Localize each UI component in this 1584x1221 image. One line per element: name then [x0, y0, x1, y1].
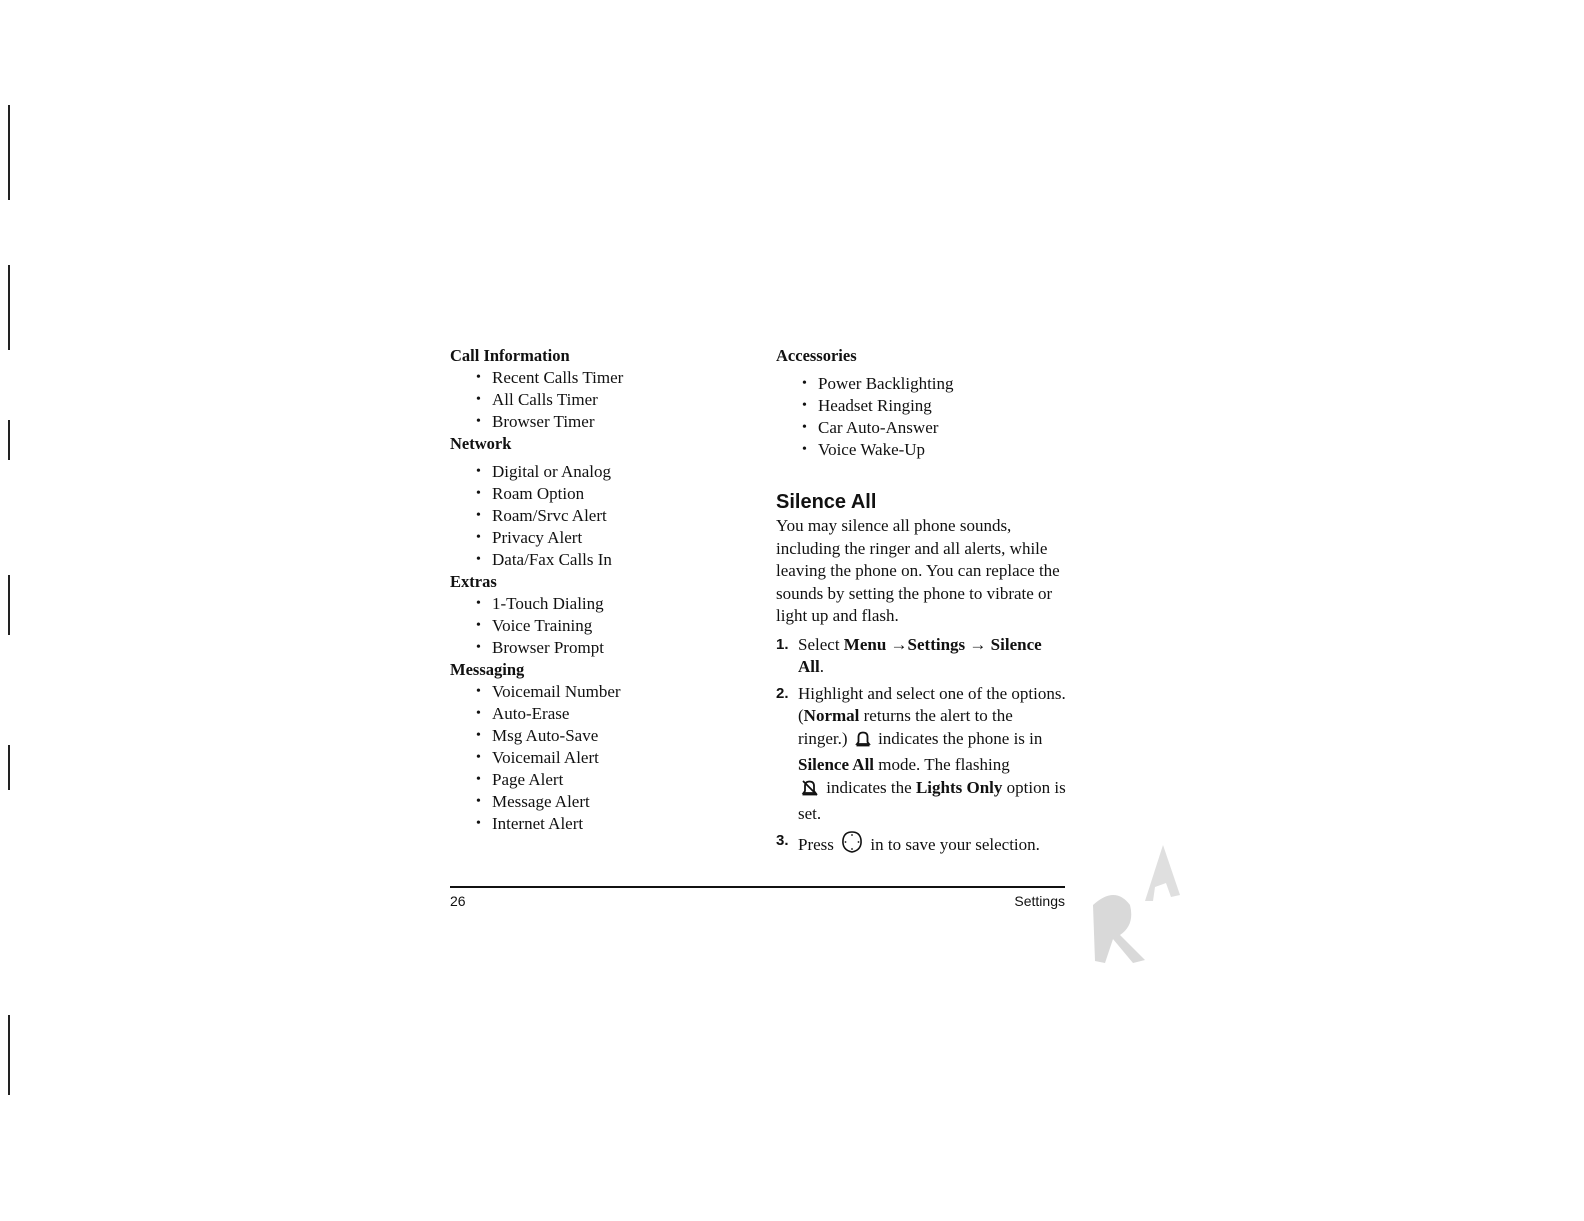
- manual-page: [450, 345, 1065, 915]
- bullet-list: [450, 681, 750, 835]
- intro-paragraph: You may silence all phone sounds, including the ringer and all alerts, while leaving the phone on. You can replace the sounds by setting the phone to vibrate or light up and flash.: [776, 516, 1060, 625]
- list-item: • Auto-Erase: [476, 703, 750, 725]
- list-item: • Browser Timer: [476, 411, 750, 433]
- list-item: • Voice Training: [476, 615, 750, 637]
- list-item: • Browser Prompt: [476, 637, 750, 659]
- bell-icon: [854, 730, 872, 755]
- list-item: • Headset Ringing: [802, 395, 1066, 417]
- step-text: Select: [798, 634, 844, 654]
- bullet-list: [776, 373, 1066, 461]
- list-item: • Internet Alert: [476, 813, 750, 835]
- scan-margin-mark: [8, 420, 10, 460]
- scan-margin-mark: [8, 575, 10, 635]
- section-heading: Call Information: [450, 346, 570, 365]
- settings-menu-list: [450, 345, 750, 835]
- scan-margin-mark: [8, 105, 10, 200]
- list-item: • Page Alert: [476, 769, 750, 791]
- bullet-list: [450, 367, 750, 433]
- draft-watermark: [1075, 835, 1185, 975]
- section-heading: Extras: [450, 572, 497, 591]
- step-text: .: [819, 657, 824, 676]
- page-number: 26: [450, 893, 466, 909]
- arrow-text: →: [965, 634, 991, 654]
- list-item: • Data/Fax Calls In: [476, 549, 750, 571]
- list-item: • Car Auto-Answer: [802, 417, 1066, 439]
- right-column: [776, 345, 1066, 864]
- step-text: Press: [798, 834, 839, 854]
- section-title: Silence All: [776, 491, 877, 513]
- step-item: [776, 634, 1066, 679]
- instruction-steps: [776, 634, 1066, 861]
- step-text: returns the alert to the ringer.): [798, 706, 1013, 748]
- list-item: • Digital or Analog: [476, 461, 750, 483]
- step-text: in to save your selection.: [866, 834, 1040, 854]
- section-heading: Messaging: [450, 660, 525, 679]
- list-item: • Voicemail Number: [476, 681, 750, 703]
- bullet-list: [450, 461, 750, 571]
- footer-rule: [450, 886, 1065, 888]
- scan-margin-mark: [8, 745, 10, 790]
- list-item: • Voice Wake-Up: [802, 439, 1066, 461]
- menu-label: Settings: [907, 634, 966, 654]
- step-text: indicates the phone is in: [873, 728, 1043, 748]
- list-item: • Roam Option: [476, 483, 750, 505]
- scan-margin-mark: [8, 1015, 10, 1095]
- list-item: • Roam/Srvc Alert: [476, 505, 750, 527]
- list-item: • Message Alert: [476, 791, 750, 813]
- footer-section-name: Settings: [1014, 893, 1065, 909]
- bell-flashing-icon: [800, 779, 820, 804]
- step-text: indicates the: [822, 777, 916, 797]
- menu-label: Menu: [843, 634, 887, 654]
- section-heading: Network: [450, 434, 512, 453]
- bullet-list: [450, 593, 750, 659]
- step-text: option is set.: [798, 777, 1066, 823]
- step-text: Highlight and select one of the options. (: [798, 683, 1066, 725]
- step-number: 1.: [776, 635, 789, 653]
- list-item: • All Calls Timer: [476, 389, 750, 411]
- list-item: • Msg Auto-Save: [476, 725, 750, 747]
- section-heading: Accessories: [776, 346, 857, 365]
- navigation-key-icon: [840, 830, 864, 861]
- arrow-text: →: [886, 634, 908, 654]
- menu-label: Silence All: [798, 634, 1042, 676]
- list-item: • Voicemail Alert: [476, 747, 750, 769]
- mode-label: Silence All: [798, 755, 875, 774]
- list-item: • Power Backlighting: [802, 373, 1066, 395]
- step-item: [776, 683, 1066, 826]
- list-item: • Privacy Alert: [476, 527, 750, 549]
- option-label: Lights Only: [915, 777, 1003, 797]
- list-item: • Recent Calls Timer: [476, 367, 750, 389]
- option-label: Normal: [803, 706, 860, 725]
- step-number: 2.: [776, 684, 789, 702]
- scan-margin-mark: [8, 265, 10, 350]
- step-text: mode. The flashing: [874, 755, 1010, 774]
- step-item: [776, 830, 1066, 861]
- step-number: 3.: [776, 831, 789, 849]
- list-item: • 1-Touch Dialing: [476, 593, 750, 615]
